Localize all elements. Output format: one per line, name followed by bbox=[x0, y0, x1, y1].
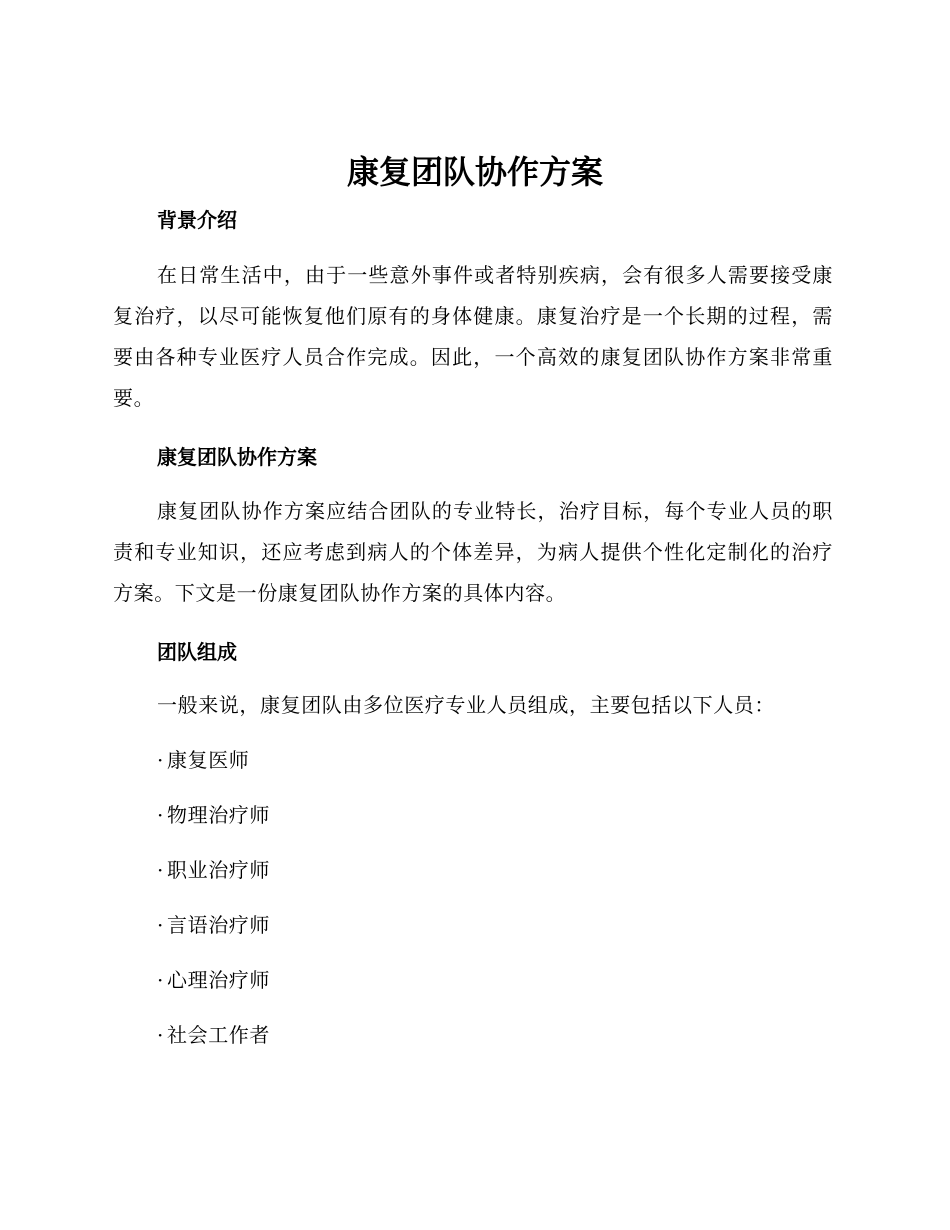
list-item bbox=[157, 855, 270, 885]
document-title: 康复团队协作方案 bbox=[346, 153, 603, 191]
list-item-label: 康复医师 bbox=[167, 748, 250, 772]
list-item bbox=[157, 800, 270, 830]
list-item bbox=[157, 745, 249, 775]
section-heading-collaboration-plan: 康复团队协作方案 bbox=[157, 445, 317, 469]
list-item-label: 物理治疗师 bbox=[167, 803, 270, 827]
list-item bbox=[157, 910, 270, 940]
section-heading-background: 背景介绍 bbox=[157, 208, 237, 232]
bullet-dot: · bbox=[157, 748, 164, 772]
bullet-dot: · bbox=[157, 913, 164, 937]
paragraph-background: 在日常生活中，由于一些意外事件或者特别疾病，会有很多人需要接受康复治疗，以尽可能恢复他们原有的身体健康。康复治疗是一个长期的过程，需要由各种专业医疗人员合作完成。因此，一个高效的康复团队协作方案非常重要。 bbox=[113, 263, 833, 410]
list-item bbox=[157, 965, 270, 995]
team-composition-intro: 一般来说，康复团队由多位医疗专业人员组成，主要包括以下人员： bbox=[157, 693, 775, 717]
paragraph-collaboration-plan: 康复团队协作方案应结合团队的专业特长，治疗目标，每个专业人员的职责和专业知识，还应考虑到病人的个体差异，为病人提供个性化定制化的治疗方案。下文是一份康复团队协作方案的具体内容。 bbox=[113, 499, 833, 605]
list-item-label: 社会工作者 bbox=[167, 1023, 270, 1047]
list-item bbox=[157, 1020, 270, 1050]
bullet-dot: · bbox=[157, 1023, 164, 1047]
list-item-label: 职业治疗师 bbox=[167, 858, 270, 882]
bullet-dot: · bbox=[157, 968, 164, 992]
section-heading-team-composition: 团队组成 bbox=[157, 640, 237, 664]
bullet-dot: · bbox=[157, 803, 164, 827]
list-item-label: 言语治疗师 bbox=[167, 913, 270, 937]
list-item-label: 心理治疗师 bbox=[167, 968, 270, 992]
bullet-dot: · bbox=[157, 858, 164, 882]
